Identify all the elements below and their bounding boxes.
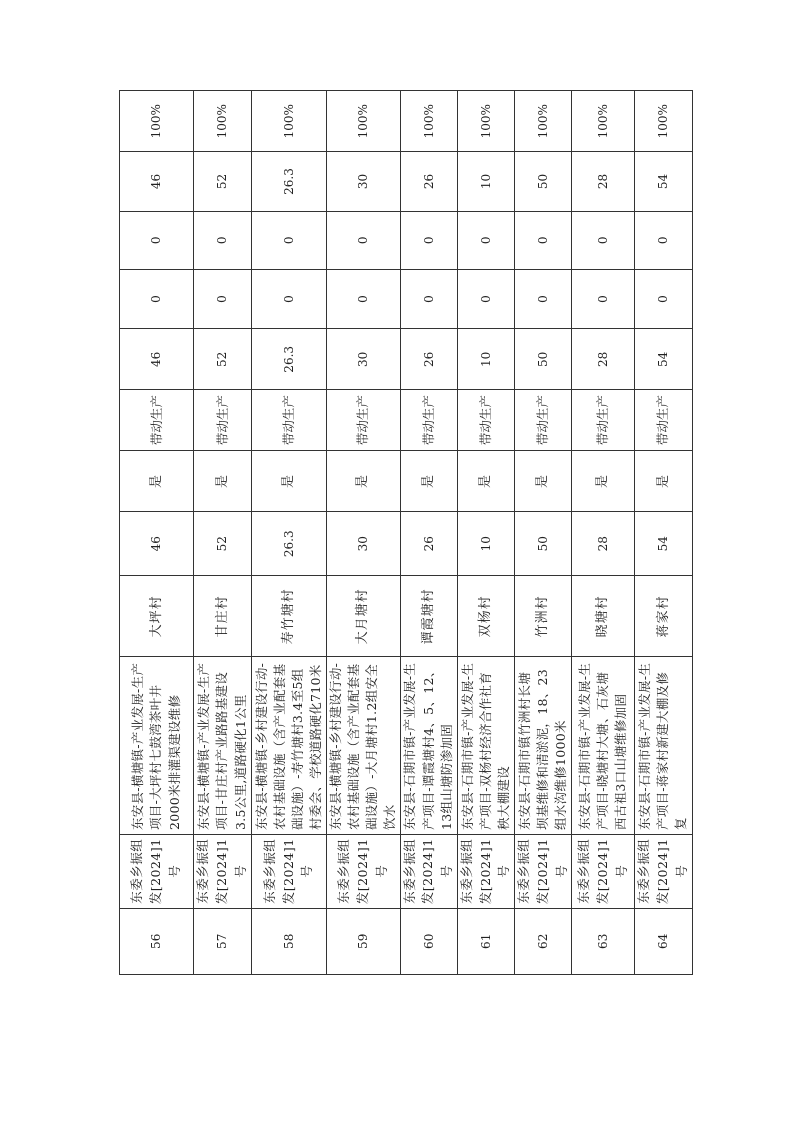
central-fund-cell: 52: [194, 329, 252, 390]
table-row: [327, 91, 401, 975]
table-row: [572, 91, 635, 975]
row-number-cell: 56: [120, 908, 194, 974]
fund-amount-cell: 26: [400, 512, 457, 576]
city-fund-cell: 0: [457, 211, 514, 269]
is-flag-cell: 是: [400, 450, 457, 511]
project-name-cell: 东安县-横塘镇-产业发展-生产项目-大坪村七鼓湾茶叶井2000米排灌渠建设维修: [120, 657, 194, 835]
row-number-cell: 62: [515, 908, 572, 974]
benefit-mode-cell: 带动生产: [400, 390, 457, 450]
project-name-cell: 东安县-横塘镇-乡村建设行动-农村基础设施（含产业配套基础设施）-大月塘村1.2组安全饮水: [327, 657, 401, 835]
row-number-cell: 61: [457, 908, 514, 974]
benefit-mode-cell: 带动生产: [635, 390, 692, 450]
table-row: [252, 91, 327, 975]
fund-amount-cell: 54: [635, 512, 692, 576]
benefit-mode-cell: 带动生产: [457, 390, 514, 450]
central-fund-cell: 50: [515, 329, 572, 390]
central-fund-cell: 46: [120, 329, 194, 390]
benefit-mode-cell: 带动生产: [515, 390, 572, 450]
completion-rate-cell: 100%: [457, 91, 514, 152]
completed-amount-cell: 50: [515, 152, 572, 211]
document-number-cell: 东委乡振组发[2024]1号: [120, 835, 194, 909]
completed-amount-cell: 10: [457, 152, 514, 211]
village-name-cell: 竹洲村: [515, 576, 572, 657]
central-fund-cell: 28: [572, 329, 635, 390]
row-number-cell: 63: [572, 908, 635, 974]
village-name-cell: 晓塘村: [572, 576, 635, 657]
central-fund-cell: 26: [400, 329, 457, 390]
row-number-cell: 58: [252, 908, 327, 974]
central-fund-cell: 26.3: [252, 329, 327, 390]
completion-rate-cell: 100%: [194, 91, 252, 152]
village-name-cell: 甘庄村: [194, 576, 252, 657]
row-number-cell: 59: [327, 908, 401, 974]
fund-amount-cell: 52: [194, 512, 252, 576]
completed-amount-cell: 52: [194, 152, 252, 211]
table-row: [194, 91, 252, 975]
is-flag-cell: 是: [194, 450, 252, 511]
table-row: [457, 91, 514, 975]
benefit-mode-cell: 带动生产: [120, 390, 194, 450]
city-fund-cell: 0: [635, 211, 692, 269]
provincial-fund-cell: 0: [327, 269, 401, 328]
central-fund-cell: 10: [457, 329, 514, 390]
table-row: [120, 91, 194, 975]
document-number-cell: 东委乡振组发[2024]1号: [327, 835, 401, 909]
fund-amount-cell: 30: [327, 512, 401, 576]
fund-amount-cell: 46: [120, 512, 194, 576]
row-number-cell: 64: [635, 908, 692, 974]
provincial-fund-cell: 0: [457, 269, 514, 328]
benefit-mode-cell: 带动生产: [194, 390, 252, 450]
provincial-fund-cell: 0: [252, 269, 327, 328]
project-name-cell: 东安县-石期市镇-产业发展-生产项目-双杨村经济合作社育秧大棚建设: [457, 657, 514, 835]
completed-amount-cell: 28: [572, 152, 635, 211]
project-name-cell: 东安县-石期市镇-产业发展-生产项目-谭霞塘村4、5、12、13组山塘防渗加固: [400, 657, 457, 835]
provincial-fund-cell: 0: [194, 269, 252, 328]
village-name-cell: 大坪村: [120, 576, 194, 657]
is-flag-cell: 是: [635, 450, 692, 511]
row-number-cell: 57: [194, 908, 252, 974]
is-flag-cell: 是: [457, 450, 514, 511]
city-fund-cell: 0: [327, 211, 401, 269]
completion-rate-cell: 100%: [327, 91, 401, 152]
table-body: [120, 91, 693, 975]
benefit-mode-cell: 带动生产: [572, 390, 635, 450]
completion-rate-cell: 100%: [120, 91, 194, 152]
city-fund-cell: 0: [400, 211, 457, 269]
table-row: [635, 91, 692, 975]
is-flag-cell: 是: [327, 450, 401, 511]
document-number-cell: 东委乡振组发[2024]1号: [400, 835, 457, 909]
completed-amount-cell: 46: [120, 152, 194, 211]
village-name-cell: 大月塘村: [327, 576, 401, 657]
city-fund-cell: 0: [252, 211, 327, 269]
completion-rate-cell: 100%: [515, 91, 572, 152]
completed-amount-cell: 30: [327, 152, 401, 211]
fund-amount-cell: 50: [515, 512, 572, 576]
document-number-cell: 东委乡振组发[2024]1号: [457, 835, 514, 909]
document-number-cell: 东委乡振组发[2024]1号: [194, 835, 252, 909]
benefit-mode-cell: 带动生产: [252, 390, 327, 450]
document-number-cell: 东委乡振组发[2024]1号: [635, 835, 692, 909]
fund-amount-cell: 26.3: [252, 512, 327, 576]
is-flag-cell: 是: [515, 450, 572, 511]
is-flag-cell: 是: [572, 450, 635, 511]
city-fund-cell: 0: [194, 211, 252, 269]
is-flag-cell: 是: [120, 450, 194, 511]
fund-amount-cell: 10: [457, 512, 514, 576]
village-name-cell: 寿竹塘村: [252, 576, 327, 657]
completion-rate-cell: 100%: [635, 91, 692, 152]
completed-amount-cell: 26: [400, 152, 457, 211]
completed-amount-cell: 26.3: [252, 152, 327, 211]
central-fund-cell: 54: [635, 329, 692, 390]
completed-amount-cell: 54: [635, 152, 692, 211]
provincial-fund-cell: 0: [120, 269, 194, 328]
city-fund-cell: 0: [515, 211, 572, 269]
project-name-cell: 东安县-石期市镇竹洲村长塘坝基维修和清淤泥，18、23组水沟维修1000米: [515, 657, 572, 835]
project-name-cell: 东安县-横塘镇-产业发展-生产项目-甘庄村产业路路基建设3.5公里,道路硬化1公里: [194, 657, 252, 835]
row-number-cell: 60: [400, 908, 457, 974]
fund-amount-cell: 28: [572, 512, 635, 576]
city-fund-cell: 0: [572, 211, 635, 269]
provincial-fund-cell: 0: [572, 269, 635, 328]
completion-rate-cell: 100%: [572, 91, 635, 152]
provincial-fund-cell: 0: [400, 269, 457, 328]
table-row: [400, 91, 457, 975]
central-fund-cell: 30: [327, 329, 401, 390]
document-number-cell: 东委乡振组发[2024]1号: [572, 835, 635, 909]
project-name-cell: 东安县-横塘镇-乡村建设行动-农村基础设施（含产业配套基础设施）-寿竹塘村3.4至5组村委会、学校道路硬化710米: [252, 657, 327, 835]
table-row: [515, 91, 572, 975]
village-name-cell: 谭霞塘村: [400, 576, 457, 657]
is-flag-cell: 是: [252, 450, 327, 511]
city-fund-cell: 0: [120, 211, 194, 269]
completion-rate-cell: 100%: [252, 91, 327, 152]
rotated-table-wrapper: [119, 90, 689, 975]
completion-rate-cell: 100%: [400, 91, 457, 152]
project-name-cell: 东安县-石期市镇-产业发展-生产项目-蒋家村新建大棚及修复: [635, 657, 692, 835]
project-name-cell: 东安县-石期市镇-产业发展-生产项目-晓塘村大塘、石灰塘西古祖3口山塘维修加固: [572, 657, 635, 835]
benefit-mode-cell: 带动生产: [327, 390, 401, 450]
document-number-cell: 东委乡振组发[2024]1号: [252, 835, 327, 909]
village-name-cell: 双杨村: [457, 576, 514, 657]
village-name-cell: 蒋家村: [635, 576, 692, 657]
provincial-fund-cell: 0: [635, 269, 692, 328]
funding-table: [119, 90, 693, 975]
provincial-fund-cell: 0: [515, 269, 572, 328]
document-number-cell: 东委乡振组发[2024]1号: [515, 835, 572, 909]
